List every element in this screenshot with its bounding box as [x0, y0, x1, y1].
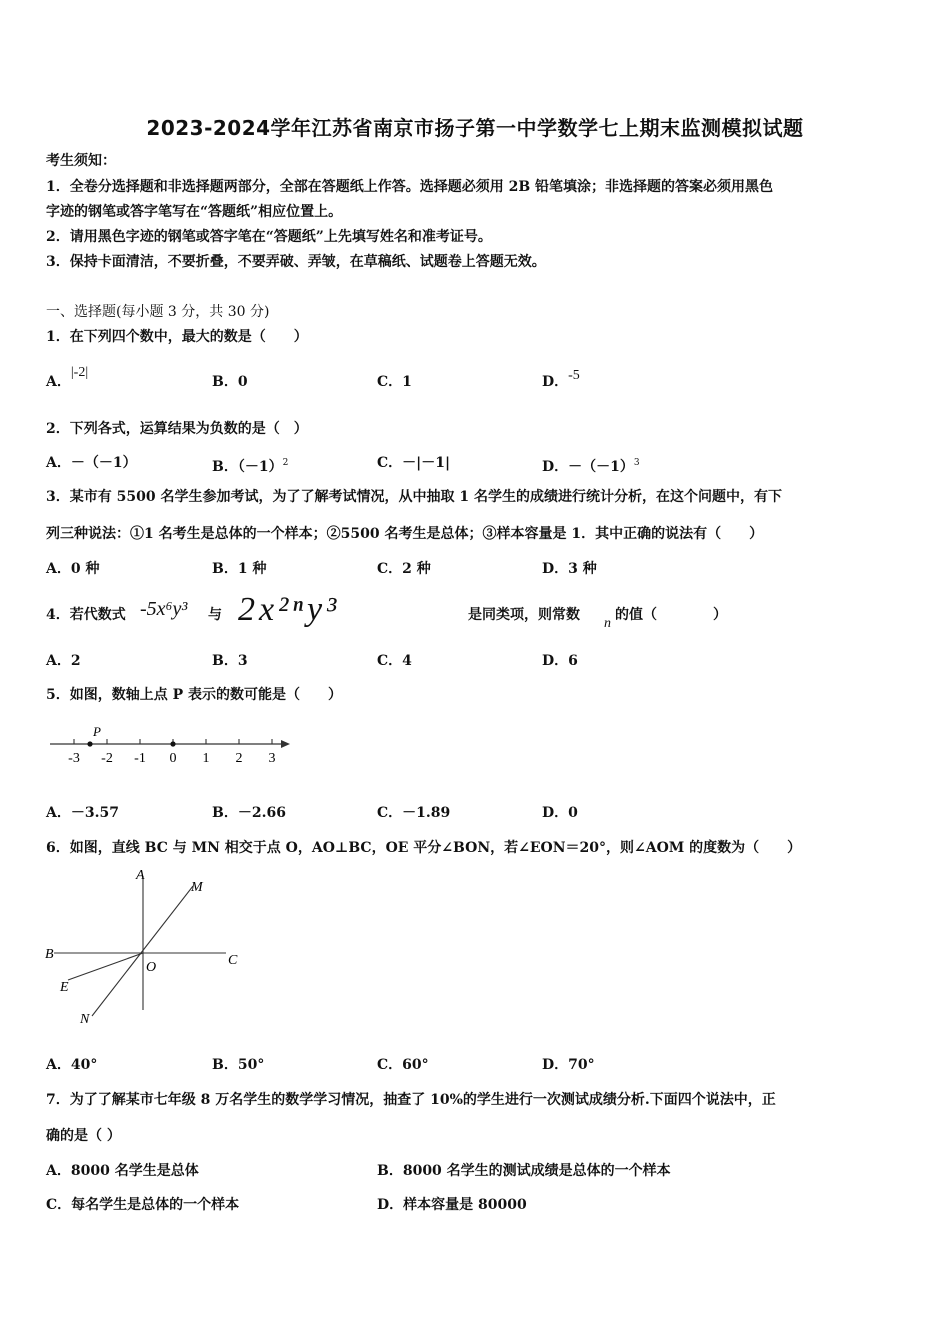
q3-option-d: D．3 种 [542, 561, 597, 577]
notice-item-2: 2．请用黑色字迹的钢笔或答字笔在“答题纸”上先填写姓名和准考证号。 [46, 229, 492, 245]
label-e: E [60, 980, 69, 995]
q1-option-a-math: |-2| [70, 365, 89, 380]
q2-option-b [212, 454, 288, 476]
q2-option-d [542, 454, 640, 476]
q5-stem: 5．如图，数轴上点 P 表示的数可能是（ ） [46, 687, 343, 703]
q2-option-c: C．－|－1| [377, 455, 451, 471]
label-n: N [80, 1012, 90, 1027]
label-b: B [45, 947, 54, 962]
notice-item-1a: 1．全卷分选择题和非选择题两部分，全部在答题纸上作答。选择题必须用 2B 铅笔填涂；非选择题的答案必须用黑色 [46, 179, 774, 195]
section-heading: 一、选择题(每小题 3 分，共 30 分) [46, 304, 270, 320]
page-title: 2023-2024学年江苏省南京市扬子第一中学数学七上期末监测模拟试题 [146, 116, 804, 140]
number-line-tick-label: -3 [68, 751, 80, 766]
q2-option-b-base: B．（－1） [212, 459, 283, 475]
notice-heading: 考生须知： [46, 153, 116, 169]
q3-stem-line2: 列三种说法：①1 名考生是总体的一个样本；②5500 名考生是总体；③样本容量是 1．其中正确的说法有（ ） [46, 526, 764, 542]
q2-option-d-base: D．－（－1） [542, 459, 634, 475]
q7-option-a: A．8000 名学生是总体 [46, 1163, 199, 1179]
q4-stem-mid: 与 [208, 607, 222, 623]
q3-option-a: A．0 种 [46, 561, 100, 577]
notice-item-3: 3．保持卡面清洁，不要折叠，不要弄破、弄皱，在草稿纸、试题卷上答题无效。 [46, 254, 546, 270]
q6-option-d: D．70° [542, 1057, 595, 1073]
q4-option-a: A．2 [46, 653, 81, 669]
q4-stem-end: 是同类项，则常数 [468, 607, 580, 623]
point-p-label: P [93, 724, 101, 739]
label-m: M [191, 880, 203, 895]
q6-option-b: B．50° [212, 1057, 265, 1073]
number-line-arrow [281, 740, 290, 748]
q1-stem: 1．在下列四个数中，最大的数是（ ） [46, 329, 308, 345]
q1-option-a [46, 365, 89, 392]
number-line-figure [46, 722, 296, 770]
number-line-tick-label: 1 [202, 751, 210, 766]
label-o: O [146, 960, 157, 975]
q4-stem-tail: 的值（ ） [615, 607, 727, 623]
number-line-tick-label: 0 [169, 751, 177, 766]
ray-oe [68, 953, 143, 980]
q7-stem-line2: 确的是（ ） [46, 1128, 121, 1144]
q6-option-a: A．40° [46, 1057, 98, 1073]
q6-stem: 6．如图，直线 BC 与 MN 相交于点 O，AO⊥BC，OE 平分∠BON，若∠EON＝20°，则∠AOM 的度数为（ ） [46, 840, 802, 856]
q1-option-b: B．0 [212, 374, 248, 390]
q5-option-a: A．－3.57 [46, 805, 119, 821]
origin-dot [170, 741, 175, 746]
label-a: A [136, 868, 145, 883]
q1-option-d-label: D． [542, 374, 569, 390]
q2-option-a: A．－（－1） [46, 455, 137, 471]
q7-stem-line1: 7．为了了解某市七年级 8 万名学生的数学学习情况，抽查了 10%的学生进行一次测试成绩分析.下面四个说法中，正 [46, 1092, 776, 1108]
q1-option-a-label: A． [46, 374, 71, 390]
number-line-tick-label: 3 [268, 751, 276, 766]
q4-option-d: D．6 [542, 653, 578, 669]
q4-option-b: B．3 [212, 653, 248, 669]
q2-option-b-exp: 2 [282, 458, 289, 468]
q1-option-d [542, 368, 580, 392]
number-line-tick-label: -2 [101, 751, 113, 766]
q4-expr-2: 2x²ⁿy³ [238, 591, 341, 628]
q3-stem-line1: 3．某市有 5500 名学生参加考试，为了了解考试情况，从中抽取 1 名学生的成绩进行统计分析，在这个问题中，有下 [46, 489, 782, 505]
q1-option-d-math: -5 [568, 368, 580, 383]
q6-option-c: C．60° [377, 1057, 429, 1073]
q4-stem-start: 4．若代数式 [46, 607, 126, 623]
number-line-tick-label: 2 [235, 751, 243, 766]
q2-stem: 2．下列各式，运算结果为负数的是（ ） [46, 421, 308, 437]
q4-option-c: C．4 [377, 653, 412, 669]
q7-option-b: B．8000 名学生的测试成绩是总体的一个样本 [377, 1163, 671, 1179]
q3-option-c: C．2 种 [377, 561, 431, 577]
label-c: C [228, 953, 238, 968]
q5-option-d: D．0 [542, 805, 578, 821]
angle-figure [40, 862, 250, 1032]
q5-option-b: B．－2.66 [212, 805, 286, 821]
q7-option-c: C．每名学生是总体的一个样本 [46, 1197, 240, 1213]
notice-item-1b: 字迹的钢笔或答字笔写在“答题纸”相应位置上。 [46, 204, 343, 220]
point-p-dot [87, 741, 92, 746]
number-line-tick-label: -1 [134, 751, 146, 766]
q5-option-c: C．－1.89 [377, 805, 451, 821]
q4-var-n: n [604, 616, 611, 631]
q2-option-d-exp: 3 [633, 458, 640, 468]
q7-option-d: D．样本容量是 80000 [377, 1197, 527, 1213]
q4-expr-1: -5x⁶y³ [140, 598, 188, 620]
q3-option-b: B．1 种 [212, 561, 267, 577]
q1-option-c: C．1 [377, 374, 412, 390]
